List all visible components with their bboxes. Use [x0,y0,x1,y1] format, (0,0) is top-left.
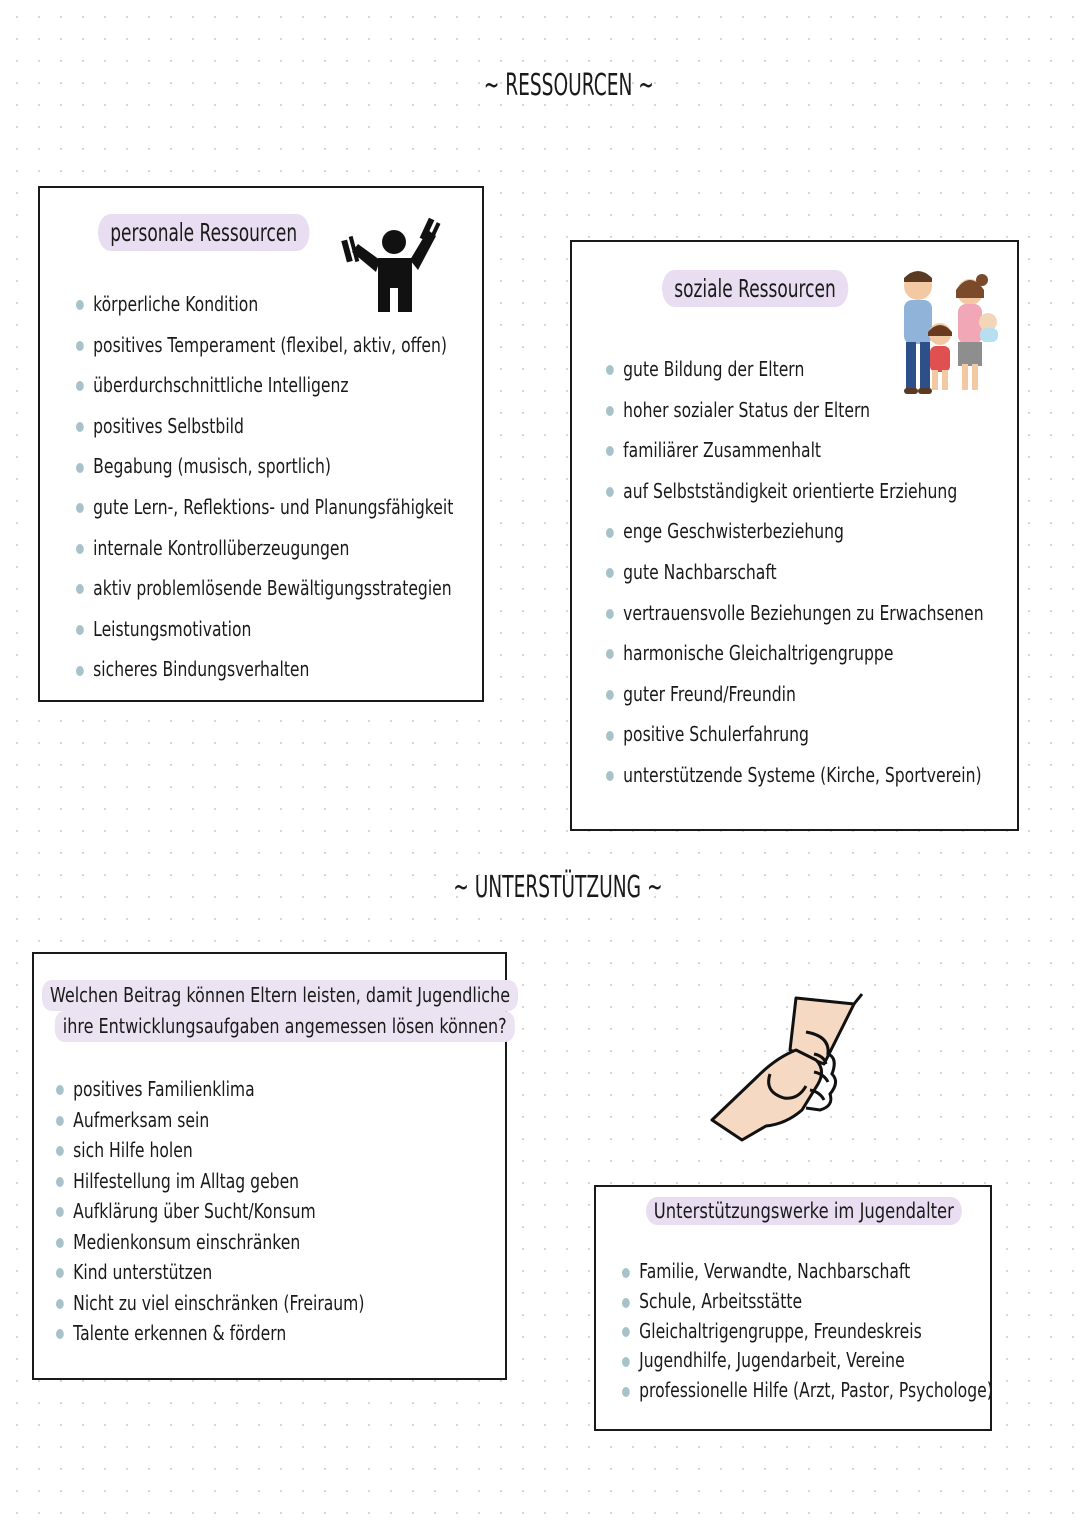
bullet-icon [56,1238,64,1248]
list-item: Schule, Arbeitsstätte [622,1287,993,1317]
bullet-icon [76,503,84,513]
bullet-icon [56,1329,64,1339]
list-item: Aufmerksam sein [56,1105,364,1136]
bullet-icon [622,1327,630,1337]
list-item: gute Bildung der Eltern [606,349,984,390]
parents-contribution-box [32,952,511,1380]
list-item: enge Geschwisterbeziehung [606,511,984,552]
list-item: körperliche Kondition [76,284,453,325]
bullet-icon [76,584,84,594]
bullet-icon [76,422,84,432]
bullet-icon [606,568,614,578]
list-item: familiärer Zusammenhalt [606,430,984,471]
list-item: Hilfestellung im Alltag geben [56,1166,364,1197]
heading-ressourcen: ~ RESSOURCEN ~ [483,68,654,103]
list-item: Leistungsmotivation [76,609,453,650]
bullet-icon [606,649,614,659]
bullet-icon [56,1116,64,1126]
bullet-icon [56,1085,64,1095]
support-network-box [594,1185,992,1431]
list-item: positive Schulerfahrung [606,714,984,755]
bullet-icon [606,365,614,375]
list-item: Kind unterstützen [56,1257,364,1288]
support-network-list [622,1257,1080,1406]
bullet-icon [606,731,614,741]
social-resources-title: soziale Ressourcen [662,274,848,303]
bullet-icon [606,771,614,781]
bullet-icon [606,528,614,538]
bullet-icon [76,381,84,391]
list-item: positives Familienklima [56,1074,364,1105]
personal-resources-box [38,186,484,702]
list-item: Begabung (musisch, sportlich) [76,446,453,487]
list-item: professionelle Hilfe (Arzt, Pastor, Psychologe) [622,1376,993,1406]
parents-question [42,980,518,1042]
list-item: Medienkonsum einschränken [56,1227,364,1258]
bullet-icon [76,463,84,473]
bullet-icon [622,1268,630,1278]
list-item: Nicht zu viel einschränken (Freiraum) [56,1288,364,1319]
list-item: sicheres Bindungsverhalten [76,649,453,690]
bullet-icon [606,446,614,456]
bullet-icon [56,1299,64,1309]
bullet-icon [56,1207,64,1217]
list-item: Talente erkennen & fördern [56,1318,364,1349]
bullet-icon [76,666,84,676]
list-item: harmonische Gleichaltrigengruppe [606,633,984,674]
bullet-icon [56,1177,64,1187]
personal-resources-title: personale Ressourcen [98,218,309,247]
list-item: sich Hilfe holen [56,1135,364,1166]
bullet-icon [76,300,84,310]
bullet-icon [56,1268,64,1278]
list-item: Familie, Verwandte, Nachbarschaft [622,1257,993,1287]
list-item: aktiv problemlösende Bewältigungsstrategien [76,568,453,609]
list-item: Jugendhilfe, Jugendarbeit, Vereine [622,1346,993,1376]
list-item: Gleichaltrigengruppe, Freundeskreis [622,1317,993,1347]
support-network-title: Unterstützungswerke im Jugendalter [646,1199,962,1223]
list-item: auf Selbstständigkeit orientierte Erziehung [606,471,984,512]
list-item: Aufklärung über Sucht/Konsum [56,1196,364,1227]
social-resources-box [570,240,1019,831]
bullet-icon [76,625,84,635]
bullet-icon [622,1298,630,1308]
helping-hands-icon [706,992,866,1142]
bullet-icon [606,487,614,497]
list-item: hoher sozialer Status der Eltern [606,390,984,431]
personal-resources-list [76,284,560,690]
bullet-icon [606,406,614,416]
social-resources-list [606,349,1080,796]
question-line-2: ihre Entwicklungsaufgaben angemessen lösen können? [55,1011,515,1042]
parents-contribution-list [56,1074,451,1349]
list-item: vertrauensvolle Beziehungen zu Erwachsenen [606,593,984,634]
bullet-icon [76,544,84,554]
bullet-icon [622,1387,630,1397]
list-item: gute Nachbarschaft [606,552,984,593]
bullet-icon [56,1146,64,1156]
question-line-1: Welchen Beitrag können Eltern leisten, damit Jugendliche [42,980,518,1011]
bullet-icon [76,341,84,351]
heading-unterstuetzung: ~ UNTERSTÜTZUNG ~ [453,870,663,905]
list-item: internale Kontrollüberzeugungen [76,528,453,569]
list-item: gute Lern-, Reflektions- und Planungsfähigkeit [76,487,453,528]
list-item: guter Freund/Freundin [606,674,984,715]
list-item: überdurchschnittliche Intelligenz [76,365,453,406]
bullet-icon [622,1357,630,1367]
list-item: unterstützende Systeme (Kirche, Sportverein) [606,755,984,796]
list-item: positives Selbstbild [76,406,453,447]
bullet-icon [606,609,614,619]
bullet-icon [606,690,614,700]
list-item: positives Temperament (flexibel, aktiv, offen) [76,325,453,366]
